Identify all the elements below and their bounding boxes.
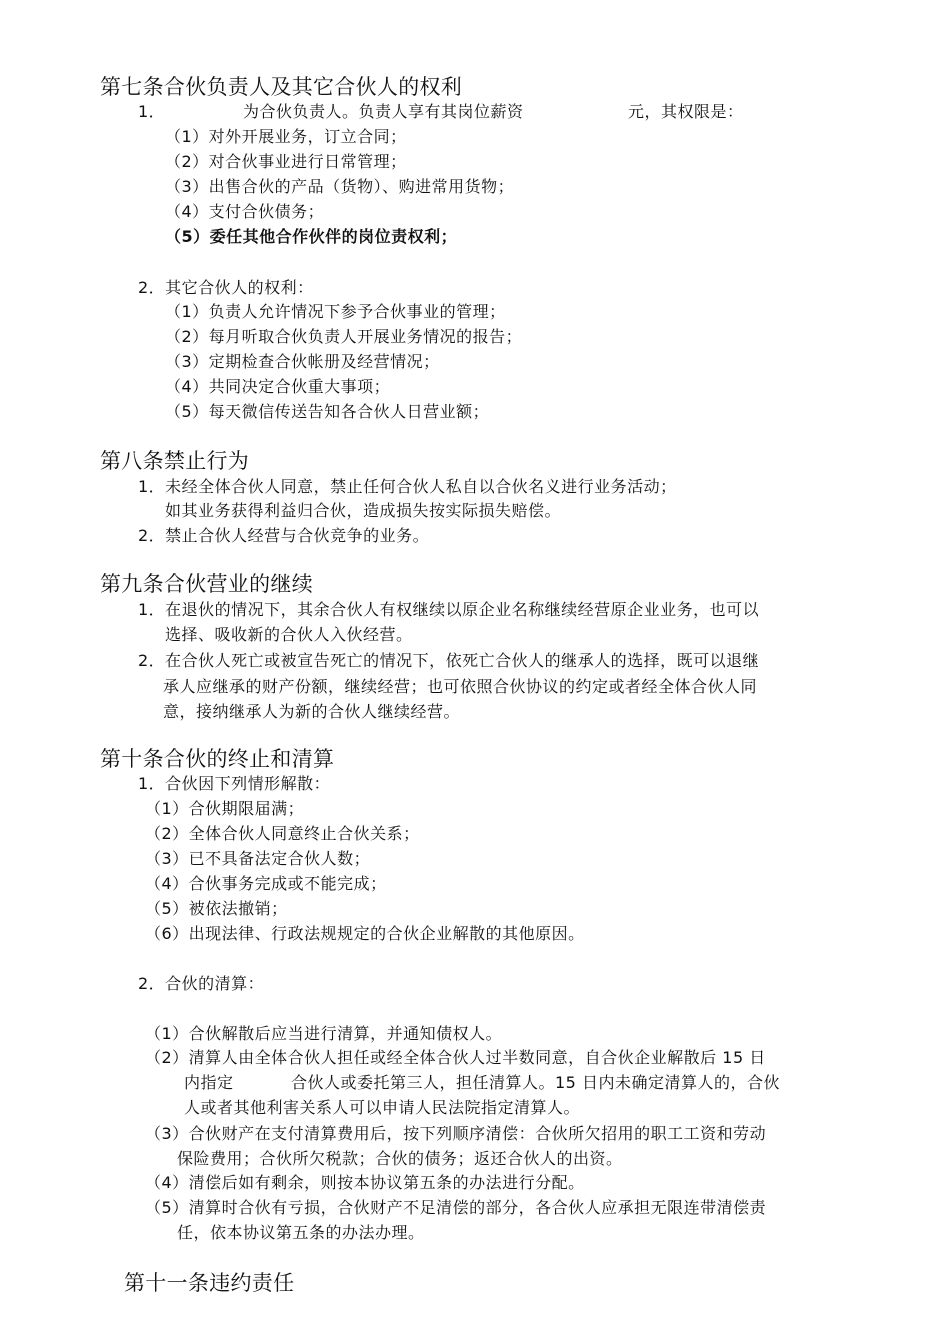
- s7-item2: 2．其它合伙人的权利：: [138, 278, 314, 297]
- s10-item1: 1．合伙因下列情形解散：: [138, 774, 331, 793]
- s10-item2-sub4: （4）清偿后如有剩余，则按本协议第五条的办法进行分配。: [145, 1173, 585, 1192]
- s10-item2-sub3-line2: 保险费用；合伙所欠税款；合伙的债务；返还合伙人的出资。: [177, 1149, 623, 1168]
- section-11-title: 第十一条违约责任: [124, 1271, 295, 1295]
- s10-item2-sub2-line2a: 内指定: [184, 1073, 234, 1092]
- s10-item2-sub1: （1）合伙解散后应当进行清算，并通知债权人。: [145, 1024, 503, 1043]
- s10-item1-sub1: （1）合伙期限届满；: [145, 799, 305, 818]
- s7-item1-text: 为合伙负责人。负责人享有其岗位薪资: [243, 102, 524, 121]
- s9-line1: 1．在退伙的情况下，其余合伙人有权继续以原企业名称继续经营原企业业务，也可以: [138, 600, 760, 619]
- s7-item2-sub3: （3）定期检查合伙帐册及经营情况；: [165, 352, 440, 371]
- s10-item2-sub2: （2）清算人由全体合伙人担任或经全体合伙人过半数同意，自合伙企业解散后 15 日: [145, 1048, 766, 1067]
- s7-item2-sub2: （2）每月听取合伙负责人开展业务情况的报告；: [165, 327, 523, 346]
- s8-line2: 如其业务获得利益归合伙，造成损失按实际损失赔偿。: [165, 501, 562, 520]
- section-10-title: 第十条合伙的终止和清算: [100, 747, 335, 771]
- s7-sub5: （5）委任其他合作伙伴的岗位责权利；: [165, 227, 458, 246]
- s8-line3: 2．禁止合伙人经营与合伙竞争的业务。: [138, 526, 430, 545]
- s10-item2-sub5: （5）清算时合伙有亏损，合伙财产不足清偿的部分，各合伙人应承担无限连带清偿责: [145, 1198, 767, 1217]
- s9-line2: 选择、吸收新的合伙人入伙经营。: [165, 625, 413, 644]
- s7-sub2: （2）对合伙事业进行日常管理；: [165, 152, 407, 171]
- s7-sub4: （4）支付合伙债务；: [165, 202, 325, 221]
- s9-line3: 2．在合伙人死亡或被宣告死亡的情况下，依死亡合伙人的继承人的选择，既可以退继: [138, 651, 760, 670]
- s10-item2-sub5-line2: 任，依本协议第五条的办法办理。: [177, 1223, 425, 1242]
- s7-item2-sub1: （1）负责人允许情况下参予合伙事业的管理；: [165, 302, 506, 321]
- s7-item2-sub4: （4）共同决定合伙重大事项；: [165, 377, 391, 396]
- s10-item2: 2．合伙的清算：: [138, 974, 265, 993]
- s7-sub1: （1）对外开展业务，订立合同；: [165, 127, 407, 146]
- section-9-title: 第九条合伙营业的继续: [100, 572, 313, 596]
- s9-line5: 意，接纳继承人为新的合伙人继续经营。: [163, 702, 461, 721]
- section-8-title: 第八条禁止行为: [100, 449, 250, 473]
- s7-sub3: （3）出售合伙的产品（货物）、购进常用货物；: [165, 177, 515, 196]
- s10-item1-sub2: （2）全体合伙人同意终止合伙关系；: [145, 824, 420, 843]
- s7-item1-number: 1．: [138, 102, 166, 121]
- s7-item2-sub5: （5）每天微信传送告知各合伙人日营业额；: [165, 402, 490, 421]
- s10-item2-sub2-line2b: 合伙人或委托第三人，担任清算人。15 日内未确定清算人的，合伙: [291, 1073, 780, 1092]
- s9-line4: 承人应继承的财产份额，继续经营；也可依照合伙协议的约定或者经全体合伙人同: [163, 677, 758, 696]
- s10-item2-sub3: （3）合伙财产在支付清算费用后，按下列顺序清偿：合伙所欠招用的职工工资和劳动: [145, 1124, 767, 1143]
- s10-item1-sub5: （5）被依法撤销；: [145, 899, 288, 918]
- s10-item1-sub4: （4）合伙事务完成或不能完成；: [145, 874, 387, 893]
- s7-item1-text-end: 元，其权限是：: [628, 102, 744, 121]
- s10-item2-sub2-line3: 人或者其他利害关系人可以申请人民法院指定清算人。: [184, 1098, 581, 1117]
- s10-item1-sub3: （3）已不具备法定合伙人数；: [145, 849, 371, 868]
- section-7-title: 第七条合伙负责人及其它合伙人的权利: [100, 75, 463, 99]
- s10-item1-sub6: （6）出现法律、行政法规规定的合伙企业解散的其他原因。: [145, 924, 585, 943]
- s8-line1: 1．未经全体合伙人同意，禁止任何合伙人私自以合伙名义进行业务活动；: [138, 477, 677, 496]
